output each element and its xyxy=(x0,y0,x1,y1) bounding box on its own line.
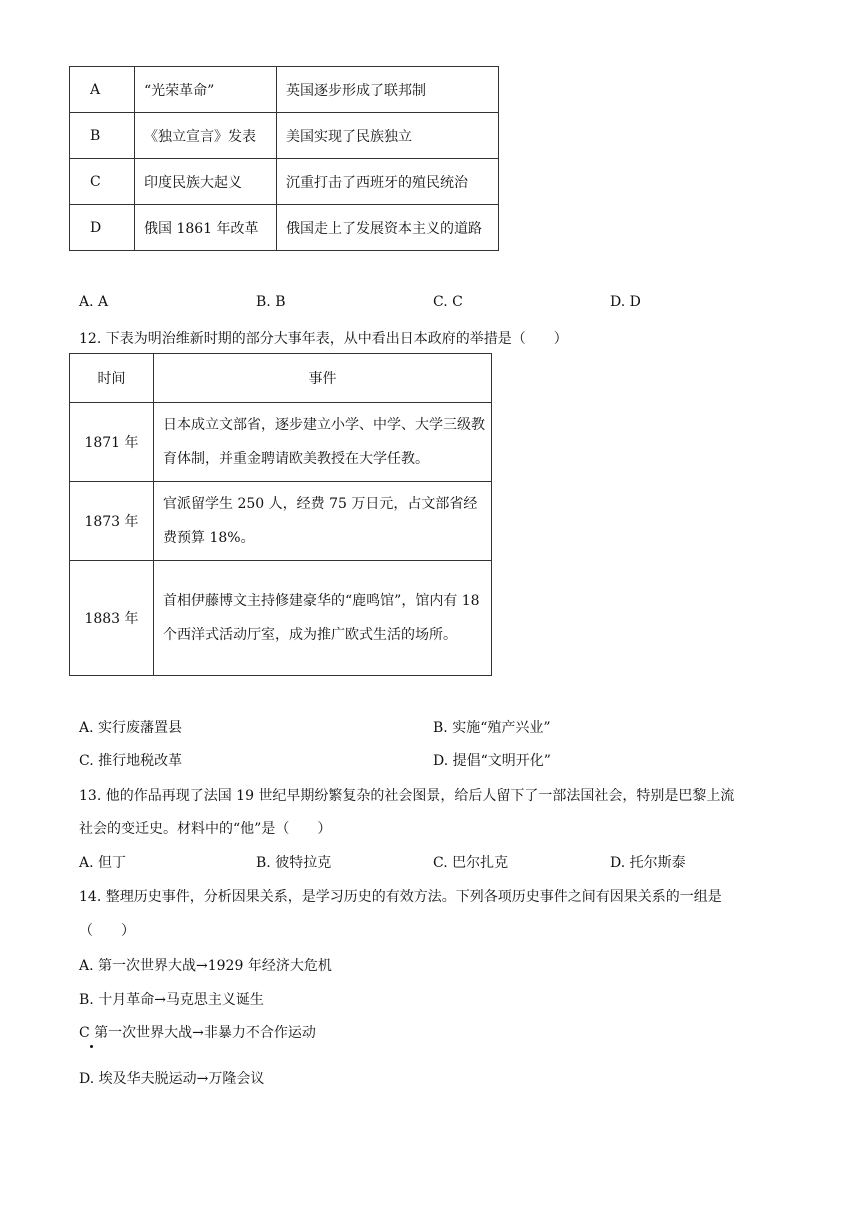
row-event: 《独立宣言》发表 xyxy=(135,113,277,159)
row-year: 1873 年 xyxy=(70,482,154,561)
q14-option-b[interactable]: B. 十月革命→马克思主义诞生 xyxy=(79,992,264,1008)
q14-option-c[interactable]: C 第一次世界大战→非暴力不合作运动 xyxy=(79,1025,316,1041)
row-result: 英国逐步形成了联邦制 xyxy=(277,67,499,113)
q11-option-d[interactable]: D. D xyxy=(610,294,641,310)
q13-option-b[interactable]: B. 彼特拉克 xyxy=(256,855,332,871)
table-row xyxy=(70,205,499,251)
q12-stem: 12. 下表为明治维新时期的部分大事年表，从中看出日本政府的举措是（ ） xyxy=(79,331,568,347)
row-event: “光荣革命” xyxy=(135,67,277,113)
q13-option-a[interactable]: A. 但丁 xyxy=(79,855,127,871)
row-result: 沉重打击了西班牙的殖民统治 xyxy=(277,159,499,205)
q14-stem-line2: （ ） xyxy=(79,923,135,939)
row-letter: B xyxy=(70,113,135,159)
q12-option-c[interactable]: C. 推行地税改革 xyxy=(79,753,183,769)
row-result: 俄国走上了发展资本主义的道路 xyxy=(277,205,499,251)
q12-timeline-table xyxy=(69,353,492,676)
q14-stem-line1: 14. 整理历史事件，分析因果关系，是学习历史的有效方法。下列各项历史事件之间有因果关系的一组是 xyxy=(79,889,722,905)
header-time: 时间 xyxy=(70,354,154,403)
q13-stem-line1: 13. 他的作品再现了法国 19 世纪早期纷繁复杂的社会图景，给后人留下了一部法国社会，特别是巴黎上流 xyxy=(79,788,735,804)
row-event: 首相伊藤博文主持修建豪华的“鹿鸣馆”，馆内有 18 个西洋式活动厅室，成为推广欧式生活的场所。 xyxy=(154,561,492,676)
stray-dot-mark xyxy=(90,1045,93,1048)
q11-option-a[interactable]: A. A xyxy=(79,294,109,310)
row-event: 俄国 1861 年改革 xyxy=(135,205,277,251)
row-event: 日本成立文部省，逐步建立小学、中学、大学三级教育体制，并重金聘请欧美教授在大学任教。 xyxy=(154,403,492,482)
q11-option-c[interactable]: C. C xyxy=(433,294,463,310)
q13-stem-line2: 社会的变迁史。材料中的“他”是（ ） xyxy=(79,821,332,837)
row-year: 1883 年 xyxy=(70,561,154,676)
row-year: 1871 年 xyxy=(70,403,154,482)
table-header-row xyxy=(70,354,492,403)
q13-option-c[interactable]: C. 巴尔扎克 xyxy=(433,855,509,871)
q12-option-b[interactable]: B. 实施“殖产兴业” xyxy=(433,720,551,736)
table-row xyxy=(70,159,499,205)
q11-option-table xyxy=(69,66,499,251)
table-row xyxy=(70,113,499,159)
row-event: 官派留学生 250 人，经费 75 万日元，占文部省经费预算 18%。 xyxy=(154,482,492,561)
q12-option-d[interactable]: D. 提倡“文明开化” xyxy=(433,753,551,769)
q14-option-d[interactable]: D. 埃及华夫脱运动→万隆会议 xyxy=(79,1071,265,1087)
q12-option-a[interactable]: A. 实行废藩置县 xyxy=(79,720,183,736)
q11-option-b[interactable]: B. B xyxy=(256,294,286,310)
row-letter: D xyxy=(70,205,135,251)
table-row xyxy=(70,67,499,113)
row-letter: C xyxy=(70,159,135,205)
header-event: 事件 xyxy=(154,354,492,403)
table-row xyxy=(70,561,492,676)
q14-option-a[interactable]: A. 第一次世界大战→1929 年经济大危机 xyxy=(79,958,332,974)
row-event: 印度民族大起义 xyxy=(135,159,277,205)
row-result: 美国实现了民族独立 xyxy=(277,113,499,159)
row-letter: A xyxy=(70,67,135,113)
q13-option-d[interactable]: D. 托尔斯泰 xyxy=(610,855,686,871)
table-row xyxy=(70,403,492,482)
table-row xyxy=(70,482,492,561)
